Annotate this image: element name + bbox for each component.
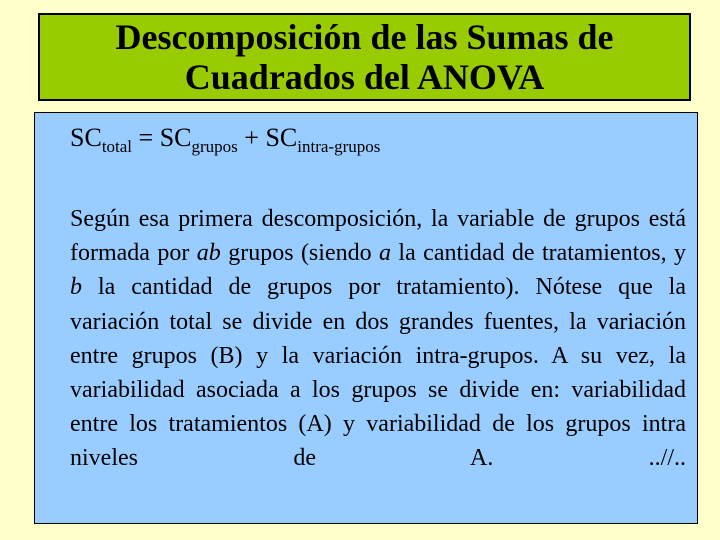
title-line-1: Descomposición de las Sumas de (115, 17, 614, 57)
paragraph-seg-2: grupos (siendo (220, 240, 380, 267)
sc-grupos-sub: grupos (191, 137, 238, 156)
continuation-mark: ..//.. (648, 445, 687, 472)
content-box (34, 112, 698, 524)
paragraph-seg-4: la cantidad de grupos por tratamiento). Nótese que la variación total se divide en dos grandes fuentes, la variación entre grupos (B) y la variación intra-grupos. A su vez, la variabilidad asociada a los grupos se divide en: variabilidad entre los tratamientos (A) y variabilidad de los grupos intra niveles de A. (70, 274, 686, 472)
explanation-paragraph (70, 202, 686, 476)
paragraph-ital-b: b (70, 274, 82, 301)
paragraph-ital-ab: ab (196, 240, 221, 267)
sc-total-sub: total (101, 137, 133, 156)
title-line-2: Cuadrados del ANOVA (184, 57, 545, 97)
paragraph-seg-1: Según esa primera descomposición, la variable de grupos está formada por (70, 206, 686, 267)
anova-formula (70, 121, 686, 155)
paragraph-ital-a: a (379, 240, 392, 267)
title-box (38, 13, 691, 101)
sc-total-main: SC (70, 123, 102, 152)
paragraph-seg-3: la cantidad de tratamientos, y (391, 240, 686, 267)
equals-sign: = (132, 123, 160, 152)
sc-grupos-main: SC (159, 123, 192, 152)
sc-intra-sub: intra-grupos (297, 137, 381, 156)
sc-intra-main: SC (265, 123, 298, 152)
plus-sign: + (237, 123, 266, 152)
